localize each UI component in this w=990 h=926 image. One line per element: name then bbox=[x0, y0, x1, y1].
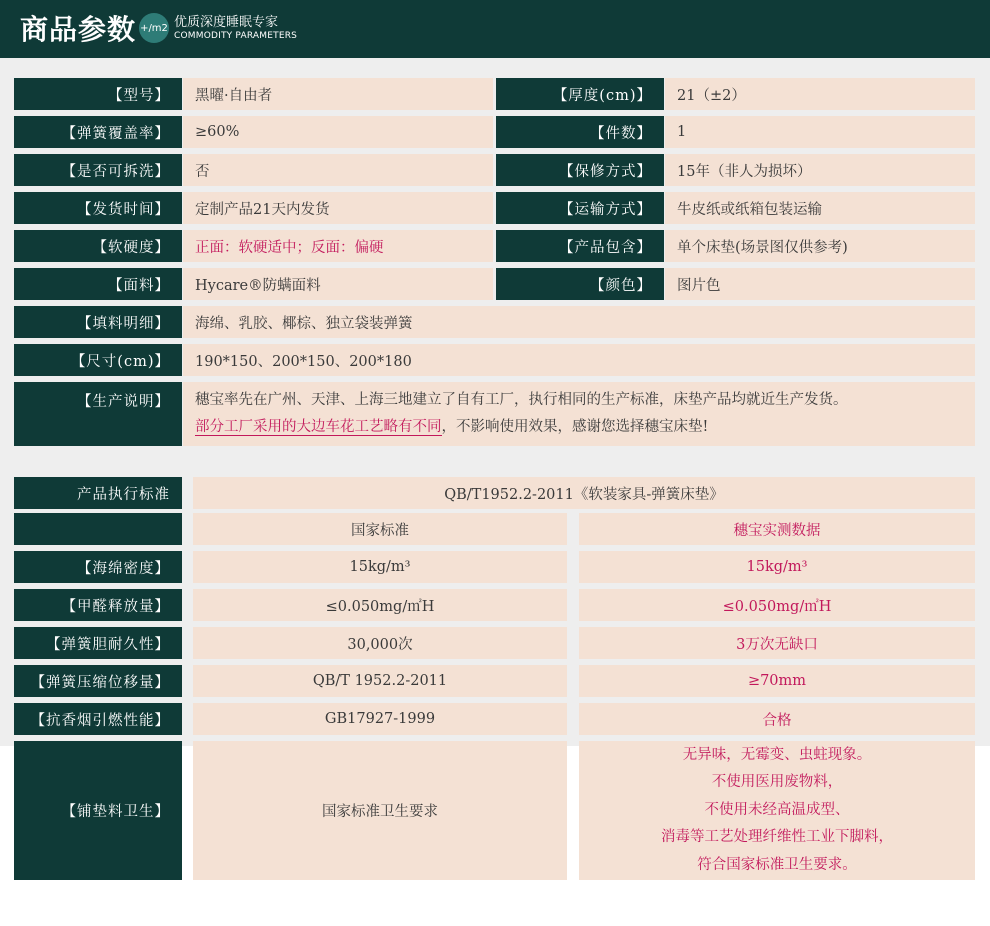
value-filling: 海绵、乳胶、椰棕、独立袋装弹簧 bbox=[183, 306, 975, 338]
label-model: 【型号】 bbox=[14, 78, 182, 110]
label-production: 【生产说明】 bbox=[14, 382, 182, 446]
national-cell: ≤0.050mg/㎡H bbox=[193, 589, 567, 621]
value-production bbox=[183, 382, 975, 446]
unit-badge-icon: +/m2 bbox=[139, 13, 169, 43]
value-removable: 否 bbox=[183, 154, 493, 186]
value-package: 单个床垫(场景图仅供参考) bbox=[665, 230, 975, 262]
value-pieces: 1 bbox=[665, 116, 975, 148]
page-title: 商品参数 bbox=[20, 13, 137, 46]
value-standard: QB/T1952.2-2011《软装家具-弹簧床垫》 bbox=[193, 477, 975, 509]
label-filling: 【填料明细】 bbox=[14, 306, 182, 338]
label-row: 【弹簧压缩位移量】 bbox=[14, 665, 182, 697]
production-line-1: 穗宝率先在广州、天津、上海三地建立了自有工厂，执行相同的生产标准，床垫产品均就近生产发货。 bbox=[195, 392, 848, 408]
header-national: 国家标准 bbox=[193, 513, 567, 545]
production-line-2 bbox=[195, 414, 708, 441]
hygiene-line: 消毒等工艺处理纤维性工业下脚料， bbox=[661, 829, 893, 846]
label-standard: 产品执行标准 bbox=[14, 477, 182, 509]
national-cell: 15kg/m³ bbox=[193, 551, 567, 583]
label-row: 【弹簧胆耐久性】 bbox=[14, 627, 182, 659]
label-warranty: 【保修方式】 bbox=[496, 154, 664, 186]
measured-cell: 3万次无缺口 bbox=[579, 627, 975, 659]
label-hygiene: 【铺垫料卫生】 bbox=[14, 741, 182, 880]
measured-cell: ≤0.050mg/㎡H bbox=[579, 589, 975, 621]
measured-cell: 合格 bbox=[579, 703, 975, 735]
label-row: 【甲醛释放量】 bbox=[14, 589, 182, 621]
value-fabric: Hycare®防螨面料 bbox=[183, 268, 493, 300]
label-thickness: 【厚度(cm)】 bbox=[496, 78, 664, 110]
measured-hygiene bbox=[579, 741, 975, 880]
label-row: 【海绵密度】 bbox=[14, 551, 182, 583]
value-warranty: 15年（非人为损坏） bbox=[665, 154, 975, 186]
value-model: 黑曜·自由者 bbox=[183, 78, 493, 110]
national-cell: GB17927-1999 bbox=[193, 703, 567, 735]
label-removable: 【是否可拆洗】 bbox=[14, 154, 182, 186]
value-size: 190*150、200*150、200*180 bbox=[183, 344, 975, 376]
production-rest: ，不影响使用效果，感谢您选择穗宝床垫! bbox=[441, 419, 709, 435]
label-row: 【抗香烟引燃性能】 bbox=[14, 703, 182, 735]
measured-cell: 15kg/m³ bbox=[579, 551, 975, 583]
value-transport: 牛皮纸或纸箱包装运输 bbox=[665, 192, 975, 224]
production-highlight: 部分工厂采用的大边车花工艺略有不同 bbox=[195, 419, 442, 435]
measured-cell: ≥70mm bbox=[579, 665, 975, 697]
label-size: 【尺寸(cm)】 bbox=[14, 344, 182, 376]
value-color: 图片色 bbox=[665, 268, 975, 300]
label-hardness: 【软硬度】 bbox=[14, 230, 182, 262]
slogan: 优质深度睡眠专家 bbox=[174, 15, 279, 30]
label-spring-coverage: 【弹簧覆盖率】 bbox=[14, 116, 182, 148]
national-cell: QB/T 1952.2-2011 bbox=[193, 665, 567, 697]
label-color: 【颜色】 bbox=[496, 268, 664, 300]
hygiene-line: 不使用未经高温成型、 bbox=[704, 801, 850, 818]
value-spring-coverage: ≥60% bbox=[183, 116, 493, 148]
value-shipping-time: 定制产品21天内发货 bbox=[183, 192, 493, 224]
label-transport: 【运输方式】 bbox=[496, 192, 664, 224]
label-package: 【产品包含】 bbox=[496, 230, 664, 262]
value-thickness: 21（±2） bbox=[665, 78, 975, 110]
label-pieces: 【件数】 bbox=[496, 116, 664, 148]
hygiene-line: 符合国家标准卫生要求。 bbox=[697, 856, 857, 873]
value-hardness: 正面：软硬适中；反面：偏硬 bbox=[183, 230, 493, 262]
header-bar bbox=[0, 0, 990, 58]
national-hygiene: 国家标准卫生要求 bbox=[193, 741, 567, 880]
label-empty bbox=[14, 513, 182, 545]
hygiene-line: 不使用医用废物料， bbox=[711, 774, 843, 791]
national-cell: 30,000次 bbox=[193, 627, 567, 659]
label-fabric: 【面料】 bbox=[14, 268, 182, 300]
header-measured: 穗宝实测数据 bbox=[579, 513, 975, 545]
hygiene-line: 无异味，无霉变、虫蛀现象。 bbox=[682, 746, 872, 763]
subtitle: COMMODITY PARAMETERS bbox=[174, 31, 298, 41]
label-shipping-time: 【发货时间】 bbox=[14, 192, 182, 224]
